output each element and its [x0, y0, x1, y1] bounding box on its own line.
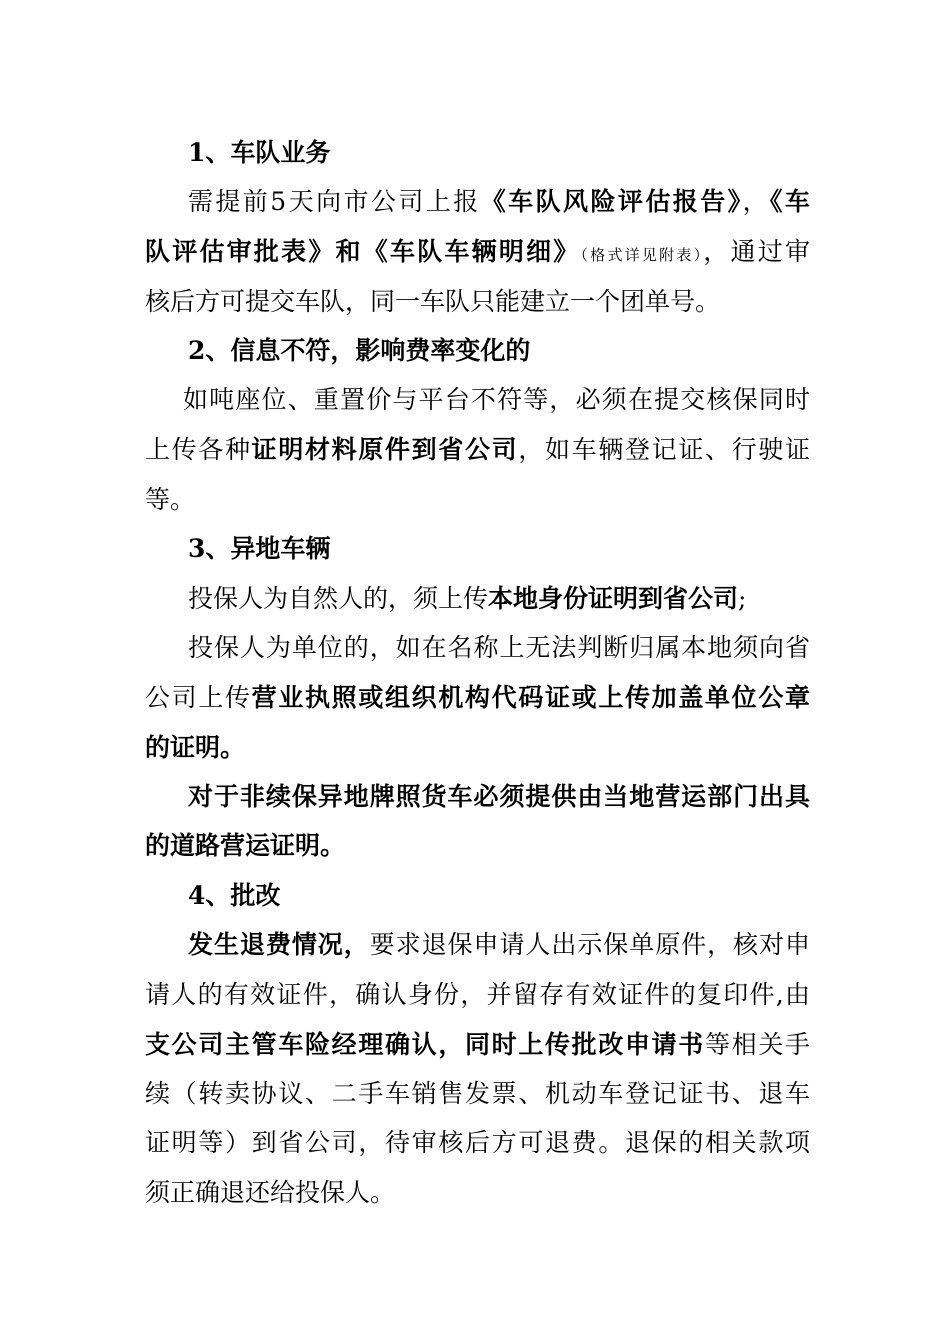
text-run: ;: [738, 584, 747, 613]
text-run: 要求退保申请人出示保单原件，核对申: [369, 930, 810, 959]
text-run: 投保人为自然人的，须上传: [188, 584, 489, 613]
section-2-line-3: 等。: [145, 485, 196, 514]
section-4-line-6: 须正确退还给投保人。: [145, 1178, 396, 1207]
section-3-heading: 3、异地车辆: [188, 534, 331, 563]
report-title: 《车队风险评估报告》: [480, 187, 743, 216]
section-3-line-2: 投保人为单位的，如在名称上无法判断归属本地须向省: [188, 633, 810, 662]
emphasis-text: 营业执照或组织机构代码证或上传加盖单位公章: [251, 683, 810, 712]
text-run: ，: [742, 187, 771, 216]
section-2-line-2: [145, 430, 810, 470]
emphasis-text: 本地身份证明到省公司: [488, 584, 739, 613]
section-3-line-6: 的道路营运证明。: [145, 831, 346, 860]
section-4-line-4: 续（转卖协议、二手车销售发票、机动车登记证书、退车: [145, 1079, 810, 1108]
section-4-line-1: [188, 925, 810, 965]
emphasis-text: 发生退费情况，: [188, 930, 370, 959]
text-run: ，通过审: [703, 237, 810, 266]
form-titles: 队评估审批表》和《车队车辆明细》: [145, 237, 581, 266]
section-2-line-1: 如吨座位、重置价与平台不符等，必须在提交核保同时: [183, 385, 810, 414]
text-run: ，如车辆登记证、行驶证: [518, 435, 810, 464]
section-4-line-3: [145, 1025, 810, 1065]
text-run: 需提前5天向市公司上报: [188, 187, 481, 216]
section-1-line-2: [145, 232, 810, 272]
emphasis-text: 证明材料原件到省公司: [251, 435, 519, 464]
form-title-start: 《车: [770, 187, 810, 216]
section-4-line-5: 证明等）到省公司，待审核后方可退费。退保的相关款项: [145, 1128, 810, 1157]
text-run: 公司上传: [145, 683, 252, 712]
section-1-line-1: [188, 182, 810, 222]
section-4-line-2: 请人的有效证件，确认身份，并留存有效证件的复印件,由: [145, 980, 810, 1009]
section-3-line-1: [188, 579, 853, 619]
section-3-line-5: 对于非续保异地牌照货车必须提供由当地营运部门出具: [188, 782, 810, 811]
section-1-line-3: 核后方可提交车队，同一车队只能建立一个团单号。: [145, 287, 721, 316]
section-2-heading: 2、信息不符，影响费率变化的: [188, 336, 531, 365]
format-note: （格式详见附表）: [580, 246, 704, 264]
section-1-heading: 1、车队业务: [188, 138, 331, 167]
section-3-line-4: 的证明。: [145, 733, 246, 762]
section-4-heading: 4、批改: [188, 881, 281, 910]
text-run: 等相关手: [704, 1030, 810, 1059]
text-run: 上传各种: [145, 435, 252, 464]
emphasis-text: 支公司主管车险经理确认，同时上传批改申请书: [145, 1030, 705, 1059]
section-3-line-3: [145, 678, 810, 718]
